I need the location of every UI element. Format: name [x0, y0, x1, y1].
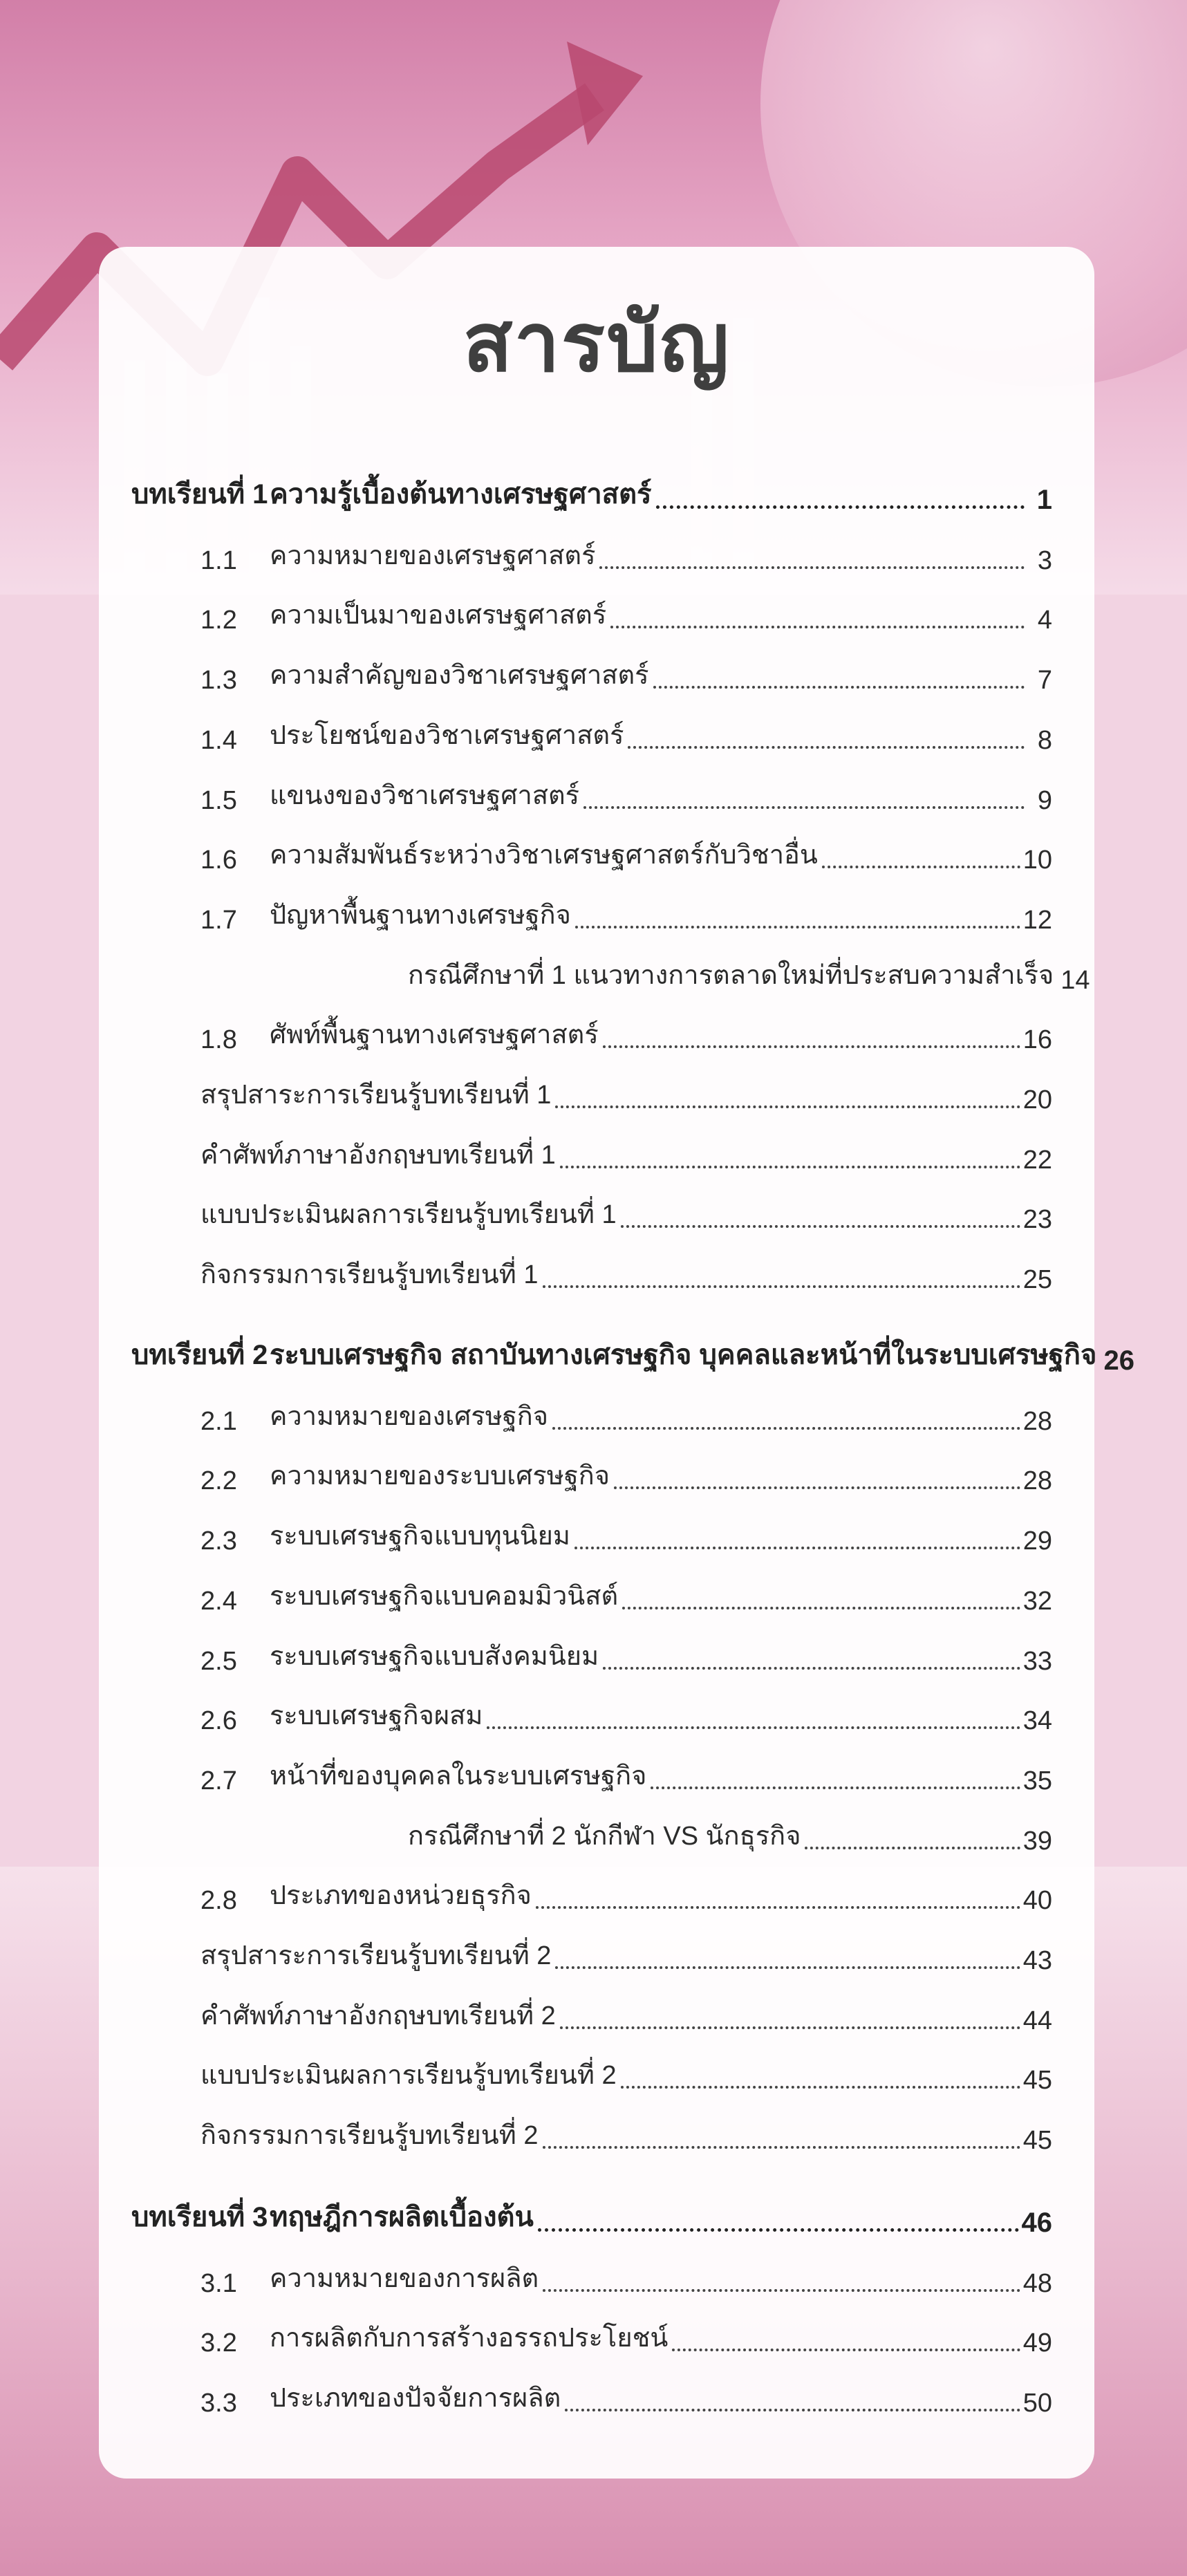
dot-leader	[628, 746, 1025, 749]
page-number: 20	[1022, 1085, 1052, 1114]
chapter-label: บทเรียนที่ 1	[131, 479, 268, 510]
extra-title: คำศัพท์ภาษาอังกฤษบทเรียนที่ 2	[200, 2001, 556, 2031]
section-title: แขนงของวิชาเศรษฐศาสตร์	[270, 781, 580, 810]
section-title: ความหมายของเศรษฐกิจ	[270, 1401, 549, 1431]
section-title: หน้าที่ของบุคคลในระบบเศรษฐกิจ	[270, 1761, 647, 1791]
extra-title: กิจกรรมการเรียนรู้บทเรียนที่ 1	[200, 1260, 539, 1290]
dot-leader	[565, 2409, 1020, 2411]
toc-entry[interactable]	[131, 1737, 1052, 1796]
dot-leader	[805, 1847, 1020, 1849]
page-number: 9	[1037, 785, 1052, 815]
case-study-title: กรณีศึกษาที่ 2 นักกีฬา VS นักธุรกิจ	[408, 1821, 801, 1851]
toc-chapter-entry[interactable]	[131, 1317, 1134, 1376]
section-title: ระบบเศรษฐกิจแบบทุนนิยม	[270, 1522, 570, 1551]
page-number: 32	[1022, 1586, 1052, 1616]
dot-leader	[574, 1547, 1020, 1549]
dot-leader	[610, 626, 1025, 628]
toc-chapter-entry[interactable]	[131, 456, 1052, 516]
page-number: 3	[1037, 545, 1052, 575]
extra-title: แบบประเมินผลการเรียนรู้บทเรียนที่ 1	[200, 1200, 617, 1230]
toc-entry[interactable]	[131, 516, 1052, 576]
toc-entry[interactable]	[131, 1856, 1052, 1916]
dot-leader	[656, 505, 1025, 509]
toc-entry[interactable]	[131, 2239, 1052, 2299]
page-number: 7	[1037, 666, 1052, 696]
dot-leader	[603, 1045, 1020, 1048]
extra-title: กิจกรรมการเรียนรู้บทเรียนที่ 2	[200, 2121, 539, 2151]
toc-entry[interactable]	[131, 1977, 1052, 2036]
toc-entry[interactable]	[131, 1175, 1052, 1235]
section-title: ระบบเศรษฐกิจแบบคอมมิวนิสต์	[270, 1581, 619, 1611]
section-number: 2.3	[200, 1527, 237, 1556]
section-title: ความสัมพันธ์ระหว่างวิชาเศรษฐศาสตร์กับวิชาอื่น	[270, 841, 818, 870]
toc-entry[interactable]	[131, 2036, 1052, 2096]
section-number: 1.6	[200, 846, 237, 875]
page-number: 46	[1021, 2208, 1052, 2238]
section-number: 1.3	[200, 666, 237, 696]
extra-title: สรุปสาระการเรียนรู้บทเรียนที่ 2	[200, 1941, 552, 1970]
section-title: ความหมายของระบบเศรษฐกิจ	[270, 1462, 610, 1491]
section-title: ปัญหาพื้นฐานทางเศรษฐกิจ	[270, 900, 571, 930]
dot-leader	[672, 2349, 1020, 2351]
page-number: 25	[1022, 1265, 1052, 1295]
dot-leader	[543, 2146, 1020, 2149]
toc-entry[interactable]	[131, 696, 1052, 756]
toc-entry[interactable]	[131, 636, 1052, 696]
section-number: 1.5	[200, 785, 237, 815]
section-number: 2.8	[200, 1886, 237, 1916]
page-title: สารบัญ	[462, 295, 731, 390]
toc-entry[interactable]	[131, 756, 1052, 816]
dot-leader	[575, 926, 1020, 928]
section-number: 2.2	[200, 1466, 237, 1496]
page-number: 45	[1022, 2066, 1052, 2096]
section-number: 2.1	[200, 1406, 237, 1436]
case-study-title: กรณีศึกษาที่ 1 แนวทางการตลาดใหม่ที่ประสบความสำเร็จ	[408, 960, 1054, 990]
section-title: ความหมายของเศรษฐศาสตร์	[270, 541, 596, 570]
section-number: 2.7	[200, 1766, 237, 1795]
page-number: 34	[1022, 1706, 1052, 1736]
toc-entry[interactable]	[131, 936, 1090, 996]
page-number: 26	[1103, 1345, 1134, 1376]
section-number: 1.1	[200, 545, 237, 575]
dot-leader	[487, 1726, 1020, 1729]
toc-entry[interactable]	[131, 1056, 1052, 1115]
toc-entry[interactable]	[131, 1617, 1052, 1677]
toc-entry[interactable]	[131, 2359, 1052, 2418]
toc-entry[interactable]	[131, 2096, 1052, 2156]
section-title: ประเภทของปัจจัยการผลิต	[270, 2384, 561, 2414]
section-number: 2.4	[200, 1586, 237, 1616]
page-number: 29	[1022, 1527, 1052, 1556]
toc-entry[interactable]	[131, 1116, 1052, 1175]
section-number: 1.8	[200, 1025, 237, 1055]
page-number: 14	[1060, 965, 1090, 995]
dot-leader	[621, 2086, 1020, 2089]
page-number: 28	[1022, 1406, 1052, 1436]
page-number: 43	[1022, 1946, 1052, 1975]
dot-leader	[822, 866, 1020, 868]
section-number: 3.2	[200, 2328, 237, 2358]
dot-leader	[603, 1667, 1020, 1670]
dot-leader	[653, 686, 1025, 689]
dot-leader	[560, 1166, 1020, 1168]
dot-leader	[560, 2026, 1020, 2029]
chapter-label: บทเรียนที่ 2	[131, 1340, 268, 1370]
page-number: 39	[1022, 1826, 1052, 1856]
toc-chapter-entry[interactable]	[131, 2179, 1052, 2239]
toc-entry[interactable]	[131, 816, 1052, 875]
chapter-title: ทฤษฎีการผลิตเบื้องต้น	[270, 2202, 534, 2232]
section-title: ความหมายของการผลิต	[270, 2264, 539, 2293]
section-title: ศัพท์พื้นฐานทางเศรษฐศาสตร์	[270, 1020, 599, 1050]
page-number: 48	[1022, 2268, 1052, 2298]
page-number: 22	[1022, 1145, 1052, 1175]
dot-leader	[552, 1427, 1020, 1430]
section-title: ความเป็นมาของเศรษฐศาสตร์	[270, 601, 607, 631]
section-number: 1.2	[200, 606, 237, 635]
page-number: 49	[1022, 2328, 1052, 2358]
page-number: 33	[1022, 1646, 1052, 1676]
section-number: 1.7	[200, 905, 237, 935]
section-number: 3.1	[200, 2268, 237, 2298]
page-number: 50	[1022, 2389, 1052, 2418]
toc-entry[interactable]	[131, 1916, 1052, 1976]
chapter-title: ความรู้เบื้องต้นทางเศรษฐศาสตร์	[270, 479, 652, 510]
page-number: 16	[1022, 1025, 1052, 1055]
dot-leader	[621, 1225, 1020, 1228]
section-title: ประเภทของหน่วยธุรกิจ	[270, 1881, 532, 1911]
toc-entry[interactable]	[131, 1497, 1052, 1556]
toc-entry[interactable]	[131, 876, 1052, 935]
dot-leader	[555, 1105, 1020, 1108]
extra-title: แบบประเมินผลการเรียนรู้บทเรียนที่ 2	[200, 2061, 617, 2091]
dot-leader	[536, 1906, 1020, 1909]
section-number: 1.4	[200, 725, 237, 755]
page-number: 4	[1037, 606, 1052, 635]
section-title: ระบบเศรษฐกิจผสม	[270, 1701, 483, 1731]
dot-leader	[555, 1966, 1020, 1969]
extra-title: สรุปสาระการเรียนรู้บทเรียนที่ 1	[200, 1081, 552, 1110]
toc-entry[interactable]	[131, 1377, 1052, 1437]
page-number: 1	[1036, 485, 1052, 515]
dot-leader	[583, 806, 1025, 809]
toc-entry[interactable]	[131, 996, 1052, 1055]
toc-entry[interactable]	[131, 576, 1052, 635]
section-number: 2.6	[200, 1706, 237, 1736]
section-number: 3.3	[200, 2389, 237, 2418]
toc-entry[interactable]	[131, 1235, 1052, 1295]
page-number: 40	[1022, 1886, 1052, 1916]
dot-leader	[538, 2228, 1019, 2232]
toc-entry[interactable]	[131, 1557, 1052, 1616]
page-number: 10	[1022, 846, 1052, 875]
toc-entry[interactable]	[131, 1797, 1052, 1856]
toc-entry[interactable]	[131, 1677, 1052, 1736]
dot-leader	[651, 1786, 1020, 1789]
extra-title: คำศัพท์ภาษาอังกฤษบทเรียนที่ 1	[200, 1140, 556, 1170]
dot-leader	[599, 566, 1025, 569]
page-number: 45	[1022, 2126, 1052, 2156]
page-number: 35	[1022, 1766, 1052, 1795]
toc-entry[interactable]	[131, 2299, 1052, 2358]
page-number: 44	[1022, 2006, 1052, 2035]
dot-leader	[622, 1607, 1020, 1609]
page-number: 12	[1022, 905, 1052, 935]
page-number: 23	[1022, 1205, 1052, 1235]
dot-leader	[543, 2289, 1020, 2292]
section-title: การผลิตกับการสร้างอรรถประโยชน์	[270, 2324, 669, 2353]
section-title: ประโยชน์ของวิชาเศรษฐศาสตร์	[270, 720, 624, 750]
dot-leader	[543, 1285, 1020, 1288]
chapter-title: ระบบเศรษฐกิจ สถาบันทางเศรษฐกิจ บุคคลและหน้าที่ในระบบเศรษฐกิจ	[270, 1340, 1097, 1370]
section-title: ระบบเศรษฐกิจแบบสังคมนิยม	[270, 1641, 599, 1671]
section-number: 2.5	[200, 1646, 237, 1676]
section-title: ความสำคัญของวิชาเศรษฐศาสตร์	[270, 661, 649, 691]
page-number: 8	[1037, 725, 1052, 755]
chapter-label: บทเรียนที่ 3	[131, 2202, 268, 2232]
page-number: 28	[1022, 1466, 1052, 1496]
dot-leader	[614, 1486, 1020, 1489]
toc-entry[interactable]	[131, 1437, 1052, 1496]
